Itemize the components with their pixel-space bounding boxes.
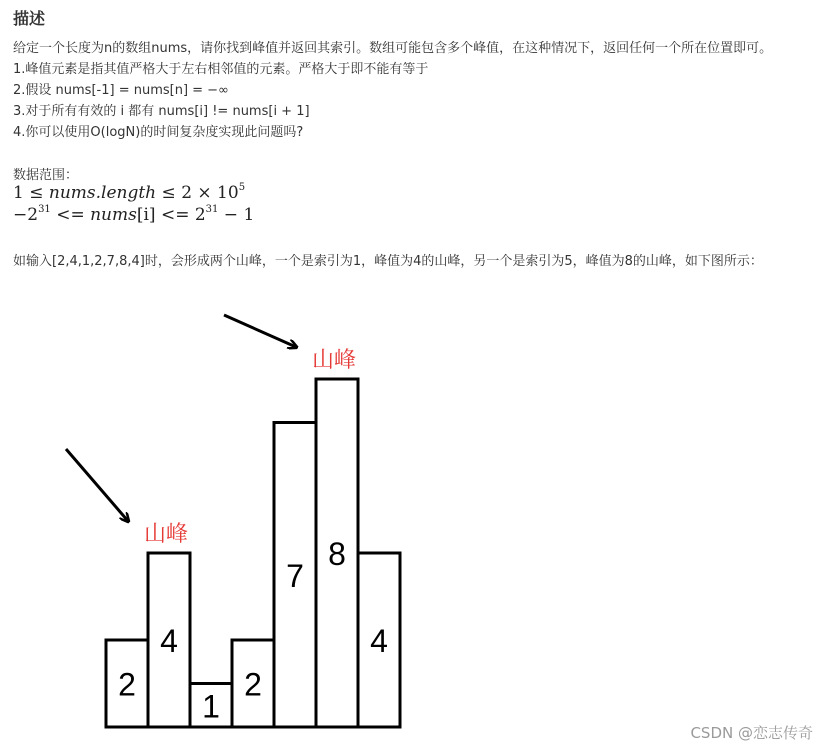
c1-var: nums.length [48,183,157,203]
watermark: CSDN @恋志传奇 [690,724,813,742]
bar-label: 2 [244,666,262,703]
intro-text: 给定一个长度为n的数组nums，请你找到峰值并返回其索引。数组可能包含多个峰值，在这种情况下，返回任何一个所在位置即可。 [13,41,773,56]
bar-label: 7 [286,557,304,594]
peak-label: 山峰 [311,348,357,373]
rule-1: 1.峰值元素是指其值严格大于左右相邻值的元素。严格大于即不能有等于 [13,62,429,77]
c2-exp1: 31 [38,204,51,215]
rule-4: 4.你可以使用O(logN)的时间复杂度实现此问题吗? [13,125,304,140]
c2-right: − 1 [218,205,255,225]
rule-3: 3.对于所有有效的 i 都有 nums[i] != nums[i + 1] [13,104,310,119]
rule-2: 2.假设 nums[-1] = nums[n] = −∞ [13,83,229,98]
c2-var: nums [90,205,137,225]
bar-label: 4 [160,623,178,659]
arrow [224,315,296,347]
bar-label: 4 [370,623,388,659]
bar-label: 2 [118,666,136,703]
c2-left: −2 [13,205,39,225]
c1-exp: 5 [238,182,246,193]
c2-mid: <= [50,205,91,225]
peak-label: 山峰 [143,522,189,547]
bar-label: 1 [202,688,220,725]
c1-right: ≤ 2 × 10 [156,183,239,203]
page-title: 描述 [13,9,46,28]
c2-idx: [i] [136,205,156,225]
c2-exp2: 31 [205,204,219,215]
c1-left: 1 ≤ [13,183,49,203]
range-label: 数据范围： [13,168,79,183]
c2-mid2: <= 2 [155,205,206,225]
example-text: 如输入[2,4,1,2,7,8,4]时，会形成两个山峰，一个是索引为1，峰值为4的山峰，另一个是索引为5，峰值为8的山峰，如下图所示： [13,254,763,269]
arrow [66,449,128,521]
bar-label: 8 [328,536,346,572]
